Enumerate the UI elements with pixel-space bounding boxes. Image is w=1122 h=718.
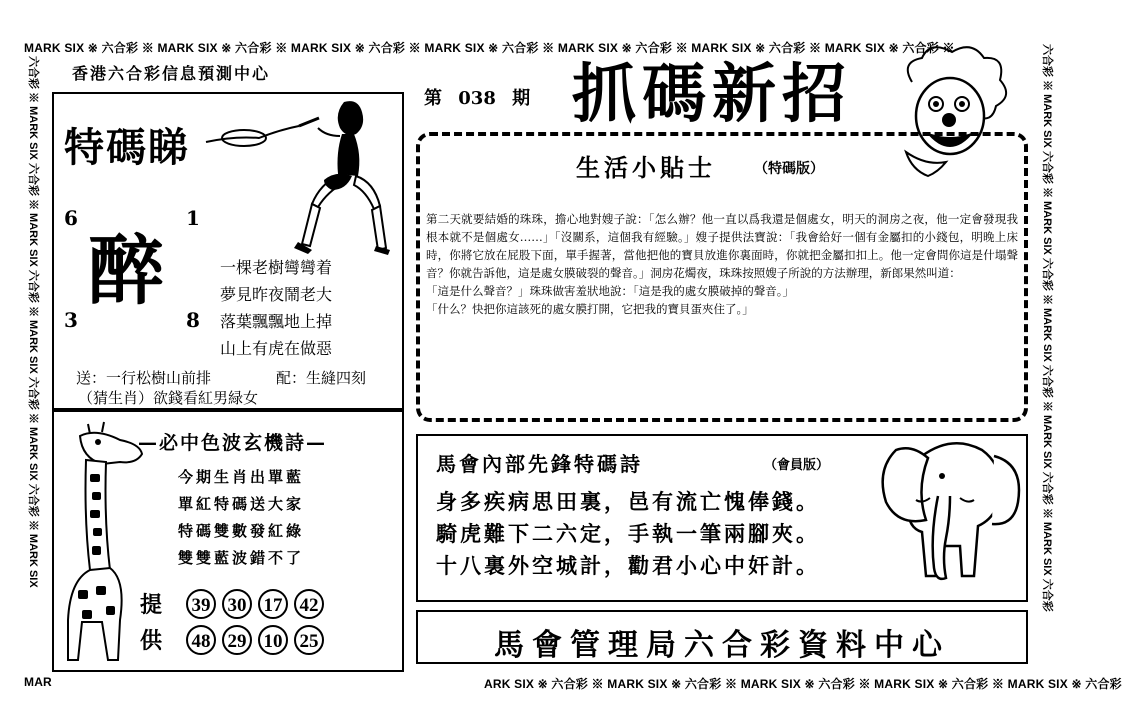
- number-ball: 25: [294, 625, 324, 655]
- riddle-poem: [220, 254, 332, 362]
- center-name: 香港六合彩信息預測中心: [72, 64, 271, 83]
- color-poem-line-1: 今期生肖出單藍: [178, 468, 305, 486]
- tips-edition: （特碼版）: [754, 161, 824, 177]
- issue-number: 038: [458, 88, 496, 109]
- issue-label: [424, 84, 530, 110]
- number-ball: 48: [186, 625, 216, 655]
- giraffe-illustration: [60, 420, 152, 670]
- number-bottom-right: 8: [186, 308, 200, 332]
- horse-poem-line-3: 十八裏外空城計，勸君小心中奸計。: [436, 554, 820, 578]
- color-poem-line-2: 單紅特碼送大家: [178, 495, 305, 513]
- tips-paragraph-1: 第二天就要結婚的珠珠，擔心地對嫂子說：「怎么辦？他一直以爲我還是個處女，明天的洞房之夜，他一定會發現我根本就不是個處女……」「沒關系，這個我有經驗。」嫂子提供法寶說：「我會給好一個有金屬扣的小錢包，明晚上床時，你將它放在屁股下面，單手握著，當他把他的寶貝放進你裏面時，你就把金屬扣扣上。他一定會問你這是什塌聲音？你就告訴他，這是處女膜破裂的聲音。」洞房花燭夜，珠珠按照嫂子所說的方法辦理，新郎果然叫道：: [426, 212, 1018, 280]
- numbers-row-1-label: 提: [140, 593, 163, 618]
- guess-hint: （猜生肖）欲錢看紅男緑女: [78, 389, 259, 407]
- match-hint: 配：生縫四刻: [276, 369, 367, 387]
- color-poem-title: —必中色波玄機詩—: [138, 432, 328, 454]
- numbers-row-1: [140, 588, 330, 619]
- tips-body: [426, 210, 1018, 318]
- left-border-strip: 六合彩 ※ MARK SIX 六合彩 ※ MARK SIX 六合彩 ※ MARK SIX 六合彩 ※ MARK SIX 六合彩 ※ MARK SIX: [27, 56, 39, 588]
- horse-poem-title: 馬會內部先鋒特碼詩: [436, 452, 643, 476]
- special-code-title: 特碼睇: [64, 125, 190, 171]
- right-border-strip: 六合彩 ※ MARK SIX 六合彩 ※ MARK SIX 六合彩 ※ MARK SIX 六合彩 ※ MARK SIX 六合彩 ※ MARK SIX 六合彩: [1041, 44, 1053, 612]
- tips-paragraph-3: 「什么？快把你這該死的處女膜打開，它把我的寶貝蛋夾住了。」: [426, 302, 754, 316]
- footer-banner-text: 馬會管理局六合彩資料中心: [494, 628, 950, 663]
- number-top-right: 1: [186, 206, 200, 230]
- color-poem-line-4: 雙雙藍波錯不了: [178, 549, 305, 567]
- riddle-line-4: 山上有虎在做惡: [220, 339, 333, 358]
- tips-panel: [416, 132, 1028, 422]
- number-ball: 29: [222, 625, 252, 655]
- horse-poem-lines: [436, 486, 820, 582]
- number-ball: 42: [294, 589, 324, 619]
- riddle-line-2: 夢見昨夜鬧老大: [220, 285, 333, 304]
- send-hint: 送：一行松樹山前排: [76, 369, 212, 387]
- number-ball: 39: [186, 589, 216, 619]
- tips-title: 生活小貼士: [576, 154, 716, 182]
- numbers-row-2-label: 供: [140, 629, 163, 654]
- horse-poem-line-2: 騎虎難下二六定，手執一筆兩腳夾。: [436, 522, 820, 546]
- bottom-border-strip-left: MAR: [24, 675, 52, 689]
- horse-poem-edition: （會員版）: [764, 458, 830, 473]
- color-poem-lines: [178, 464, 304, 572]
- girl-illustration: [284, 96, 404, 256]
- color-poem-panel: [52, 410, 404, 672]
- number-ball: 10: [258, 625, 288, 655]
- issue-suffix: 期: [512, 88, 531, 109]
- top-border-strip: MARK SIX ※ 六合彩 ※ MARK SIX ※ 六合彩 ※ MARK SIX ※ 六合彩 ※ MARK SIX ※ 六合彩 ※ MARK SIX ※ 六合彩 ※ MARK SIX ※ 六合彩 ※ MARK SIX ※ 六合彩 ※: [24, 41, 955, 55]
- numbers-row-2: [140, 624, 330, 655]
- bottom-border-strip: ARK SIX ※ 六合彩 ※ MARK SIX ※ 六合彩 ※ MARK SIX ※ 六合彩 ※ MARK SIX ※ 六合彩 ※ MARK SIX ※ 六合彩: [484, 677, 1122, 691]
- number-top-left: 6: [64, 206, 78, 230]
- number-ball: 17: [258, 589, 288, 619]
- number-bottom-left: 3: [64, 308, 78, 332]
- number-ball: 30: [222, 589, 252, 619]
- riddle-line-3: 落葉飄飄地上掉: [220, 312, 333, 331]
- footer-banner: [416, 610, 1028, 664]
- horse-poem-line-1: 身多疾病思田裏，邑有流亡愧俸錢。: [436, 490, 820, 514]
- riddle-line-1: 一棵老樹彎彎着: [220, 258, 333, 277]
- special-code-panel: [52, 92, 404, 410]
- main-title: 抓碼新招: [572, 58, 852, 132]
- color-poem-line-3: 特碼雙數發紅綠: [178, 522, 305, 540]
- big-character: 醉: [88, 226, 164, 315]
- issue-prefix: 第: [424, 88, 442, 109]
- elephant-illustration: [876, 436, 1026, 600]
- tips-paragraph-2: 「這是什么聲音？」珠珠做害羞狀地說：「這是我的處女膜破掉的聲音。」: [426, 284, 794, 298]
